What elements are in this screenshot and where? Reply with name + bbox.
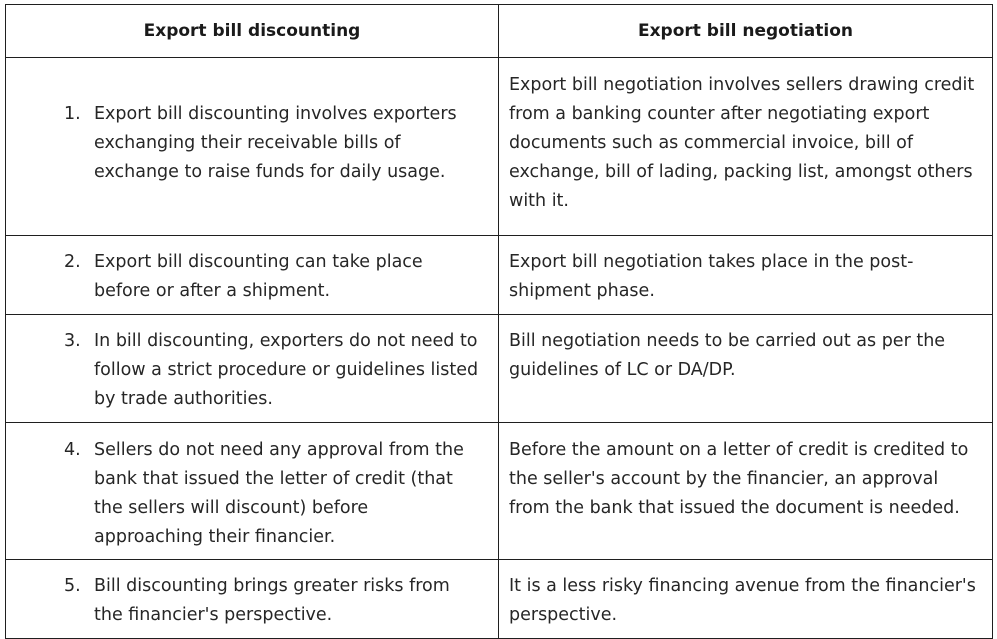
- item-number: 1.: [64, 104, 81, 124]
- header-row: [6, 5, 993, 58]
- discounting-text: Export bill discounting can take place before or after a shipment.: [94, 252, 423, 301]
- negotiation-cell: [499, 58, 993, 236]
- item-number: 3.: [64, 331, 81, 351]
- discounting-cell: [6, 236, 499, 315]
- discounting-cell: [6, 423, 499, 560]
- header-export-bill-negotiation: Export bill negotiation: [499, 5, 993, 58]
- discounting-cell: [6, 58, 499, 236]
- table-row: [6, 236, 993, 315]
- discounting-text: Bill discounting brings greater risks from the financier's perspective.: [94, 576, 450, 625]
- negotiation-text: Bill negotiation needs to be carried out as per the guidelines of LC or DA/DP.: [509, 331, 946, 380]
- table-row: [6, 560, 993, 639]
- comparison-table: [5, 4, 993, 639]
- table-row: [6, 423, 993, 560]
- discounting-text: Export bill discounting involves exporters exchanging their receivable bills of exchange to raise funds for daily usage.: [94, 104, 457, 182]
- item-number: 2.: [64, 252, 81, 272]
- negotiation-text: Export bill negotiation takes place in the post-shipment phase.: [509, 252, 914, 301]
- negotiation-cell: [499, 236, 993, 315]
- negotiation-text: Before the amount on a letter of credit is credited to the seller's account by the financier, an approval from the bank that issued the document is needed.: [509, 440, 969, 518]
- item-number: 5.: [64, 576, 81, 596]
- item-number: 4.: [64, 440, 81, 460]
- discounting-cell: [6, 560, 499, 639]
- header-export-bill-discounting: Export bill discounting: [6, 5, 499, 58]
- negotiation-cell: [499, 560, 993, 639]
- negotiation-cell: [499, 423, 993, 560]
- discounting-cell: [6, 315, 499, 423]
- table-row: [6, 58, 993, 236]
- discounting-text: In bill discounting, exporters do not need to follow a strict procedure or guidelines listed by trade authorities.: [94, 331, 479, 409]
- table-row: [6, 315, 993, 423]
- negotiation-cell: [499, 315, 993, 423]
- discounting-text: Sellers do not need any approval from the bank that issued the letter of credit (that the sellers will discount) before approaching their financier.: [94, 440, 464, 547]
- negotiation-text: Export bill negotiation involves sellers drawing credit from a banking counter after negotiating export documents such as commercial invoice, bill of exchange, bill of lading, packing list, amongst others with it.: [509, 75, 975, 211]
- negotiation-text: It is a less risky financing avenue from the financier's perspective.: [509, 576, 976, 625]
